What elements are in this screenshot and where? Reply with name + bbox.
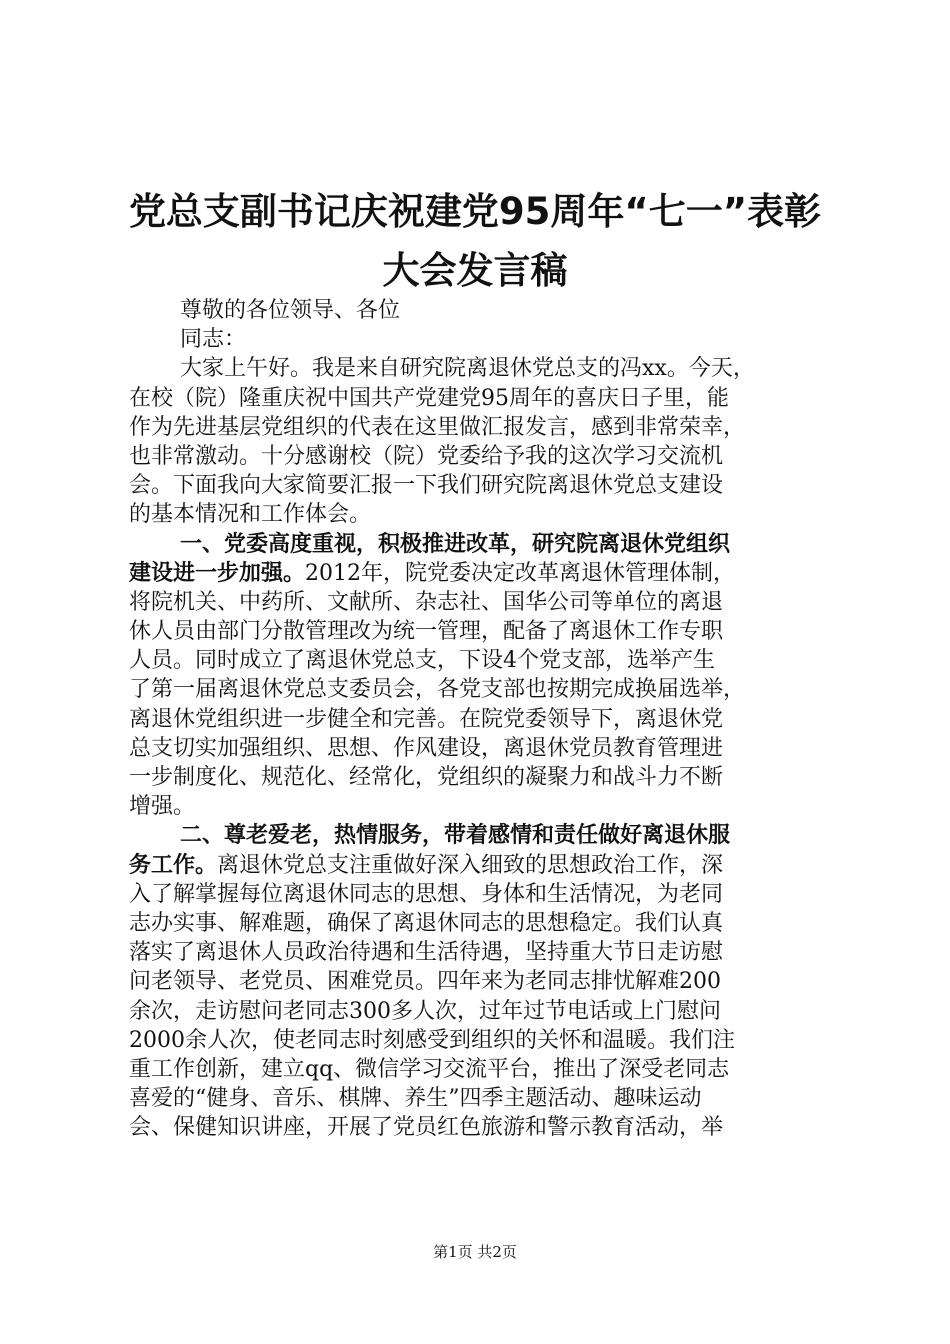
section-1-line: 将院机关、中药所、文献所、杂志社、国华公司等单位的离退 <box>129 589 724 615</box>
section-1-line <box>129 559 829 588</box>
section-1-line: 离退休党组织进一步健全和完善。在院党委领导下，离退休党 <box>129 706 724 732</box>
salutation-line-2: 同志： <box>180 327 247 353</box>
section-1-text: 2012年，院党委决定改革离退休管理体制， <box>305 560 736 586</box>
intro-line: 作为先进基层党组织的代表在这里做汇报发言，感到非常荣幸， <box>129 414 746 440</box>
section-2-line: 重工作创新，建立qq、微信学习交流平台，推出了深受老同志 <box>129 1056 730 1082</box>
intro-line: 在校（院）隆重庆祝中国共产党建党95周年的喜庆日子里，能 <box>129 385 729 411</box>
section-2-line: 2000余人次，使老同志时刻感受到组织的关怀和温暖。我们注 <box>129 1027 735 1053</box>
section-1-line: 一步制度化、规范化、经常化，党组织的凝聚力和战斗力不断 <box>129 765 724 790</box>
section-2-line: 会、保健知识讲座，开展了党员红色旅游和警示教育活动，举 <box>129 1115 724 1141</box>
section-1-heading: 一、党委高度重视，积极推进改革，研究院离退休党组织 <box>180 531 731 557</box>
intro-line: 的基本情况和工作体会。 <box>129 502 372 528</box>
salutation-line-1: 尊敬的各位领导、各位 <box>180 298 401 323</box>
section-1-heading-cont: 建设进一步加强。 <box>129 560 306 586</box>
document-title-line-1: 党总支副书记庆祝建党95周年“七一”表彰 <box>128 190 822 233</box>
intro-line: 也非常激动。十分感谢校（院）党委给予我的这次学习交流机 <box>129 443 724 469</box>
section-2-line: 入了解掌握每位离退休同志的思想、身体和生活情况，为老同 <box>129 881 724 907</box>
page-footer: 第1页 共2页 <box>433 1243 517 1261</box>
section-1-line: 总支切实加强组织、思想、作风建设，离退休党员教育管理进 <box>129 735 724 761</box>
section-2-text: 离退休党总支注重做好深入细致的思想政治工作，深 <box>217 852 724 878</box>
section-2-line: 落实了离退休人员政治待遇和生活待遇，坚持重大节日走访慰 <box>129 940 724 966</box>
section-2-heading-cont: 务工作。 <box>129 852 218 878</box>
section-2-heading: 二、尊老爱老，热情服务，带着感情和责任做好离退休服 <box>180 823 731 849</box>
intro-line: 会。下面我向大家简要汇报一下我们研究院离退休党总支建设 <box>129 473 724 499</box>
section-1-line: 休人员由部门分散管理改为统一管理，配备了离退休工作专职 <box>129 619 724 645</box>
section-2-line: 余次，走访慰问老同志300多人次，过年过节电话或上门慰问 <box>129 998 721 1024</box>
section-2-line: 喜爱的“健身、音乐、棋牌、养生”四季主题活动、趣味运动 <box>129 1086 702 1112</box>
section-2-line: 问老领导、老党员、困难党员。四年来为老同志排忧解难200 <box>129 969 721 995</box>
section-2-line: 志办实事、解难题，确保了离退休同志的思想稳定。我们认真 <box>129 910 724 936</box>
section-1-line: 人员。同时成立了离退休党总支，下设4个党支部，选举产生 <box>129 648 715 674</box>
document-body <box>129 296 829 1142</box>
section-1-line: 增强。 <box>129 794 196 820</box>
document-title-line-2: 大会发言稿 <box>382 249 568 292</box>
section-1-line: 了第一届离退休党总支委员会，各党支部也按期完成换届选举， <box>129 677 746 703</box>
intro-line: 大家上午好。我是来自研究院离退休党总支的冯xx。今天， <box>180 356 755 382</box>
section-2-line <box>129 851 829 880</box>
